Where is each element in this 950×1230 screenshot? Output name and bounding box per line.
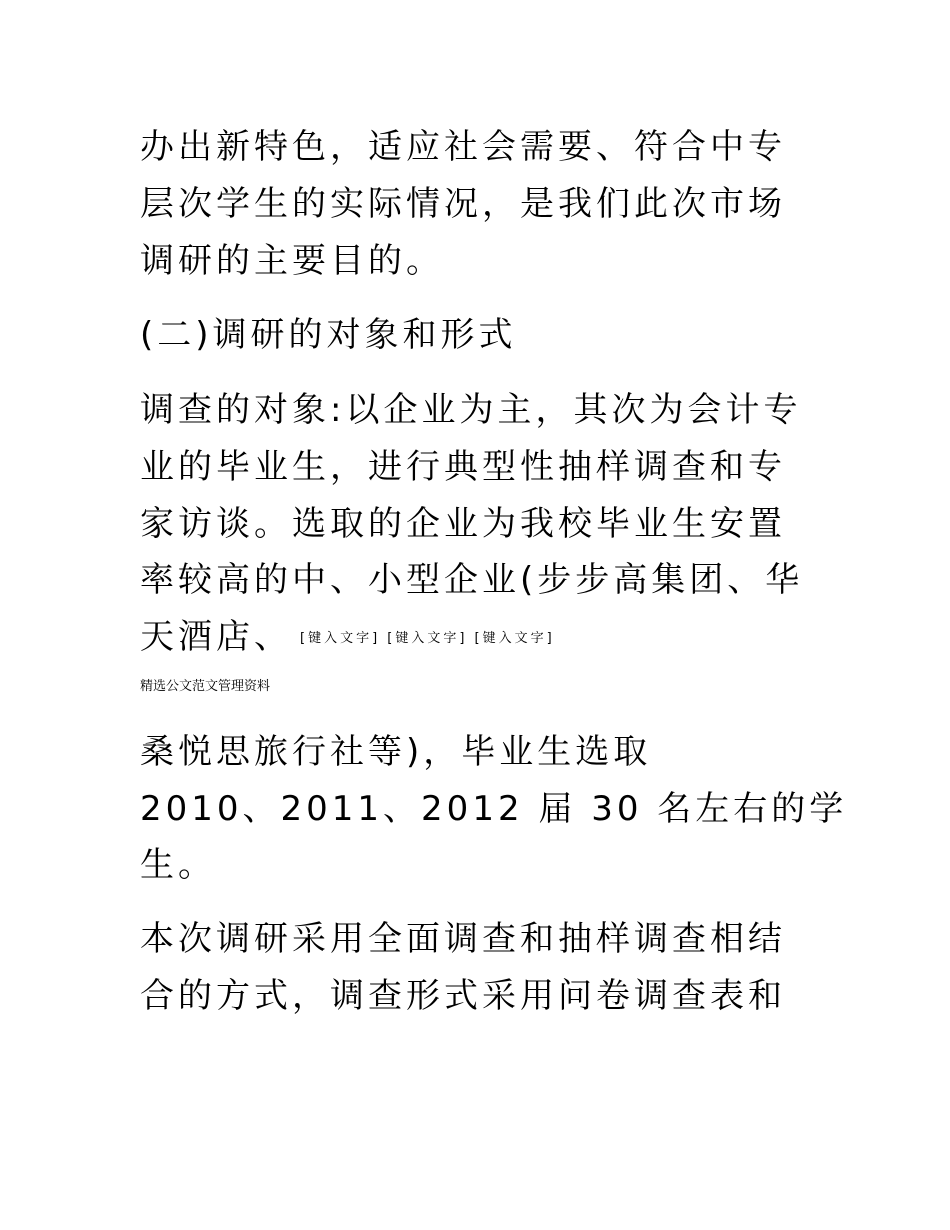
body-text-line: 生。 <box>140 845 216 885</box>
body-text-line: 层次学生的实际情况，是我们此次市场 <box>140 184 786 224</box>
body-text-line: 桑悦思旅行社等)，毕业生选取 <box>140 732 652 772</box>
body-text-line: 本次调研采用全面调查和抽样调查相结 <box>140 919 786 959</box>
body-text-line: 家访谈。选取的企业为我校毕业生安置 <box>140 504 786 544</box>
body-text-line: 业的毕业生，进行典型性抽样调查和专 <box>140 447 786 487</box>
body-text-line: 2010、2011、2012 届 30 名左右的学 <box>140 789 848 829</box>
body-text-fragment: 天酒店、 <box>140 617 292 657</box>
body-text-line: 合的方式，调查形式采用问卷调查表和 <box>140 976 786 1016</box>
section-heading: (二)调研的对象和形式 <box>140 315 517 355</box>
body-text-line: 率较高的中、小型企业(步步高集团、华 <box>140 560 804 600</box>
body-text-line: 调查的对象:以企业为主，其次为会计专 <box>140 390 802 430</box>
footer-label: 精选公文范文管理资料 <box>140 679 271 694</box>
body-text-line: 办出新特色，适应社会需要、符合中专 <box>140 127 786 167</box>
body-text-line: 调研的主要目的。 <box>140 241 444 281</box>
body-text-line-with-placeholders <box>140 617 555 657</box>
placeholder-text: [键入文字] [键入文字] [键入文字] <box>300 631 555 646</box>
